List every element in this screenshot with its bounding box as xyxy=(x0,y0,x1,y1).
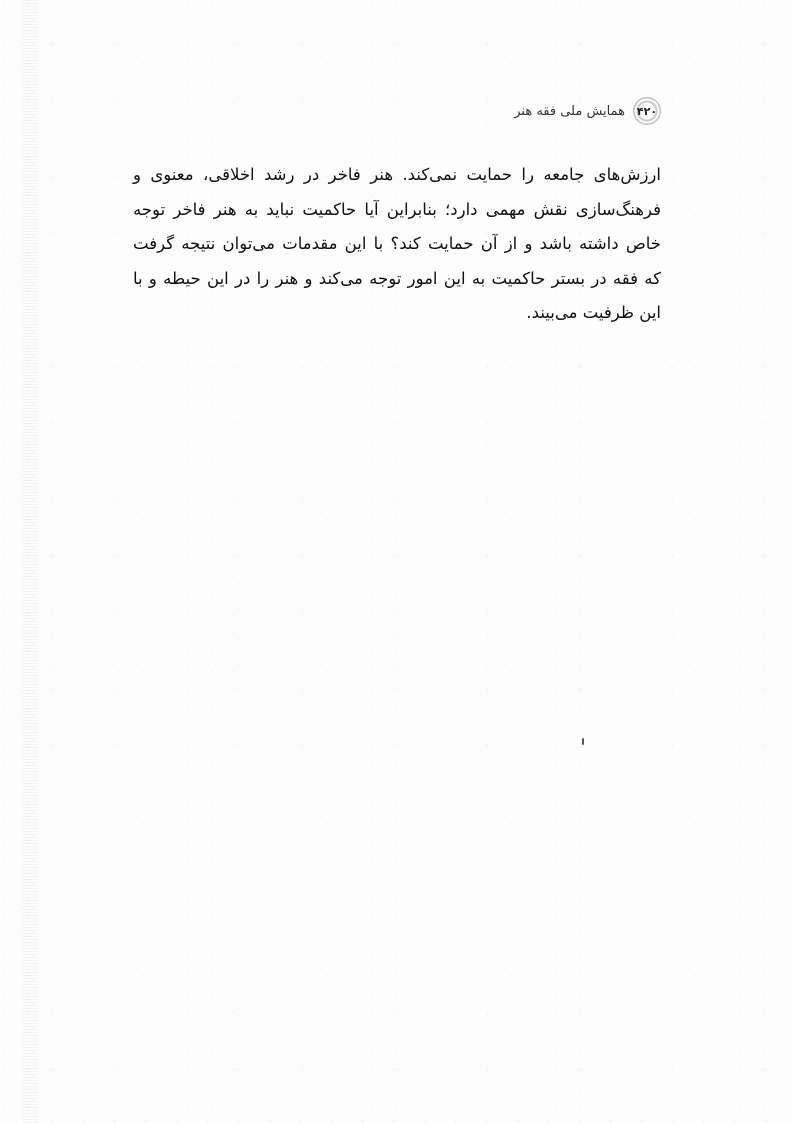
page-number: ۴۲۰ xyxy=(636,104,658,118)
paragraph-line: خاص داشته باشد و از آن حمایت کند؟ با این مقدمات می‌توان نتیجه گرفت xyxy=(133,234,661,253)
paragraph-line: این ظرفیت می‌بیند. xyxy=(526,303,661,322)
paragraph-line: ارزش‌های جامعه را حمایت نمی‌کند. هنر فاخر در رشد اخلاقی، معنوی و xyxy=(133,165,661,184)
paragraph-line: که فقه در بستر حاکمیت به این امور توجه می‌کند و هنر را در این حیطه و با xyxy=(133,268,661,288)
running-title: همایش ملی فقه هنر xyxy=(514,103,625,119)
page-header xyxy=(514,96,661,126)
scan-speck xyxy=(582,738,584,745)
page-number-badge xyxy=(633,97,661,125)
body-paragraph xyxy=(133,158,661,331)
paragraph-line: فرهنگ‌سازی نقش مهمی دارد؛ بنابراین آیا حاکمیت نباید به هنر فاخر توجه xyxy=(133,199,661,219)
scan-edge-artifact xyxy=(22,0,38,1123)
